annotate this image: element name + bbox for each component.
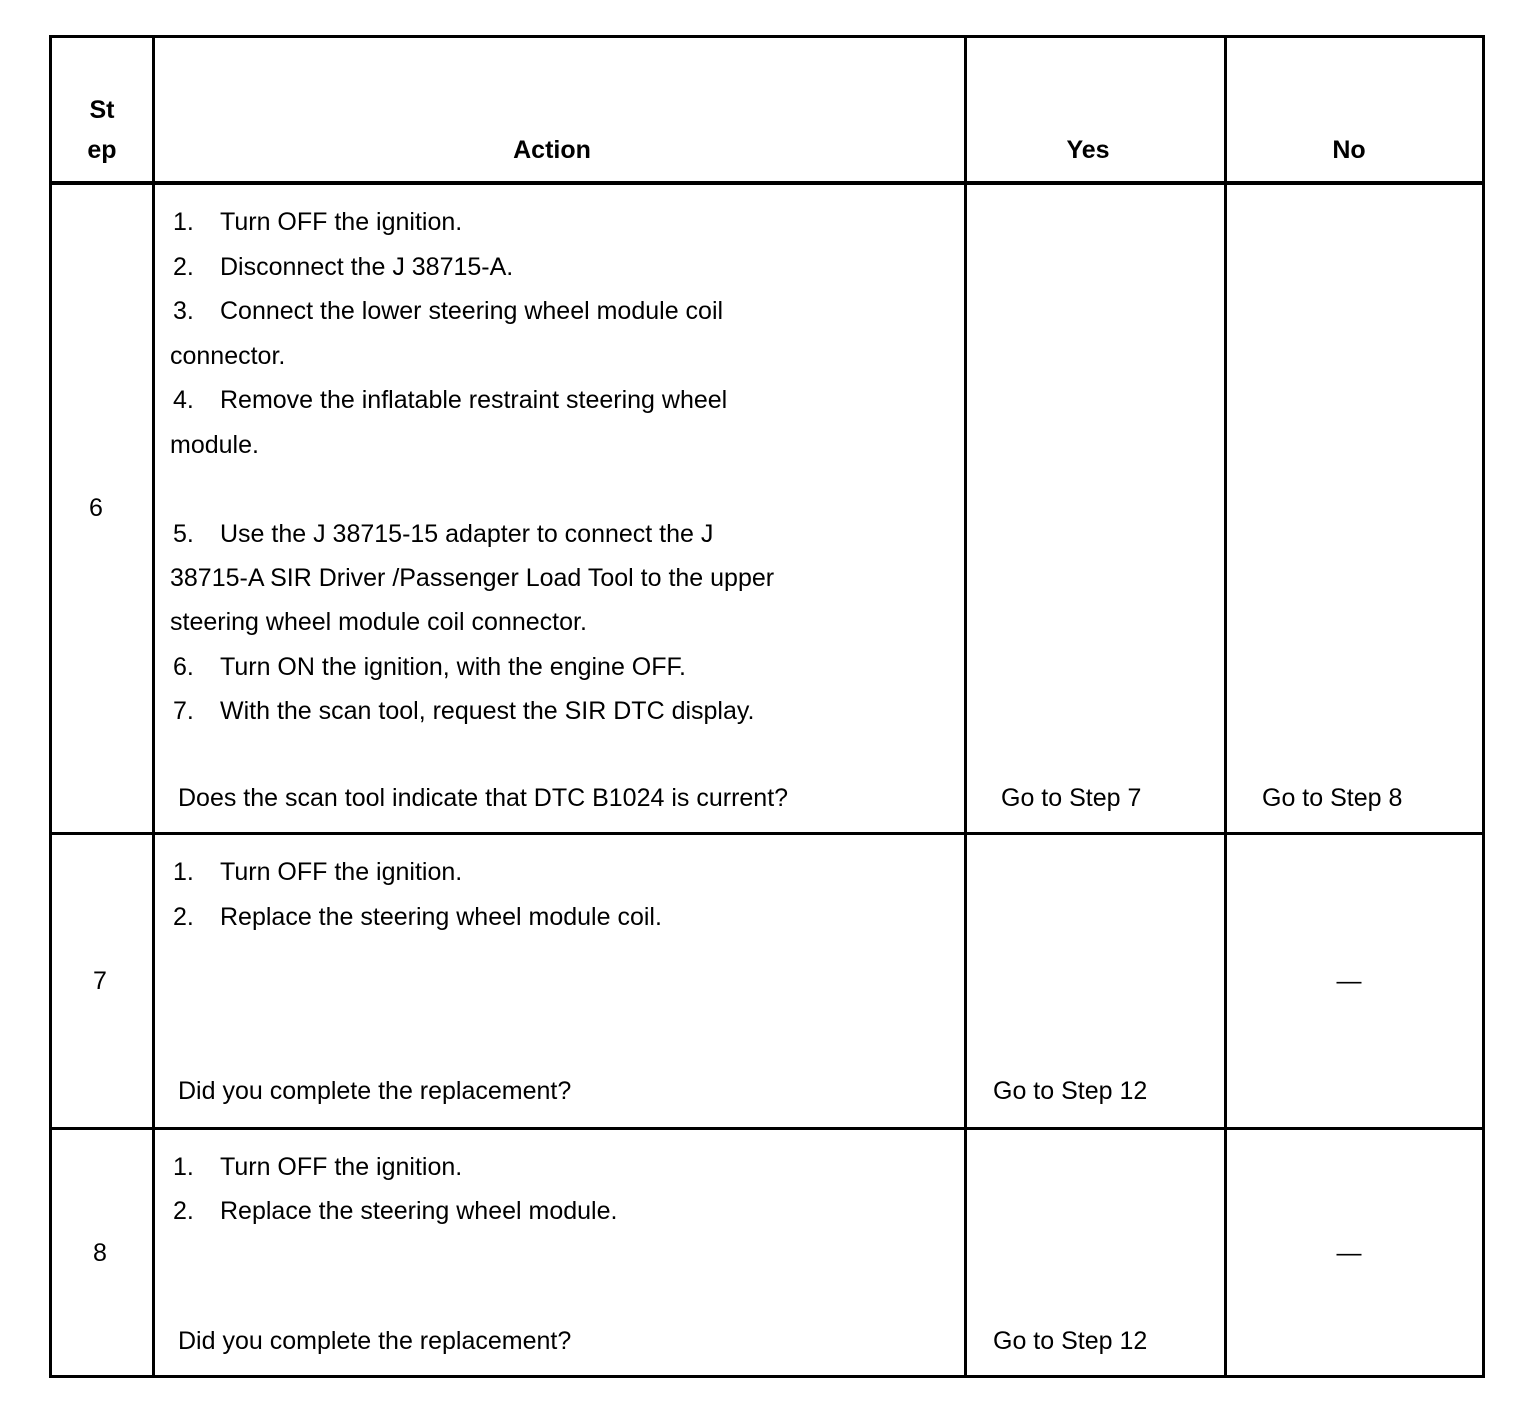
action-item: 5. Use the J 38715-15 adapter to connect the J xyxy=(173,520,714,548)
header-no: No xyxy=(1332,136,1366,164)
no-result: Go to Step 8 xyxy=(1262,784,1403,812)
yes-result: Go to Step 7 xyxy=(1001,784,1142,812)
header-step-line2: ep xyxy=(87,136,117,164)
question: Does the scan tool indicate that DTC B1024 is current? xyxy=(178,784,789,812)
step-number: 8 xyxy=(93,1239,107,1267)
action-item: 6. Turn ON the ignition, with the engine OFF. xyxy=(173,653,686,681)
action-item: 4. Remove the inflatable restraint steering wheel xyxy=(173,386,728,414)
question: Did you complete the replacement? xyxy=(178,1077,572,1105)
action-item: 3. Connect the lower steering wheel module coil xyxy=(173,297,724,325)
step-number: 7 xyxy=(93,967,107,995)
diagnostic-table xyxy=(49,35,1485,1378)
column-divider xyxy=(1224,38,1227,1375)
no-result: — xyxy=(1336,1239,1362,1267)
action-item: 2. Disconnect the J 38715-A. xyxy=(173,253,514,281)
header-divider xyxy=(52,181,1482,185)
action-item: 1. Turn OFF the ignition. xyxy=(173,208,463,236)
action-item: 1. Turn OFF the ignition. xyxy=(173,1153,463,1181)
action-item: 2. Replace the steering wheel module. xyxy=(173,1197,618,1225)
action-item: 2. Replace the steering wheel module coil. xyxy=(173,903,662,931)
action-item: 1. Turn OFF the ignition. xyxy=(173,858,463,886)
row-divider xyxy=(52,1127,1482,1130)
column-divider xyxy=(152,38,155,1375)
yes-result: Go to Step 12 xyxy=(993,1327,1148,1355)
row-divider xyxy=(52,832,1482,835)
header-yes: Yes xyxy=(1066,136,1110,164)
step-number: 6 xyxy=(89,494,103,522)
action-item-continued: steering wheel module coil connector. xyxy=(170,608,587,636)
header-action: Action xyxy=(513,136,591,164)
question: Did you complete the replacement? xyxy=(178,1327,572,1355)
action-item-continued: 38715-A SIR Driver /Passenger Load Tool to the upper xyxy=(170,564,775,592)
action-item: 7. With the scan tool, request the SIR DTC display. xyxy=(173,697,755,725)
no-result: — xyxy=(1336,967,1362,995)
column-divider xyxy=(964,38,967,1375)
action-item-continued: connector. xyxy=(170,342,286,370)
header-step-line1: St xyxy=(89,96,115,124)
action-item-continued: module. xyxy=(170,431,259,459)
yes-result: Go to Step 12 xyxy=(993,1077,1148,1105)
